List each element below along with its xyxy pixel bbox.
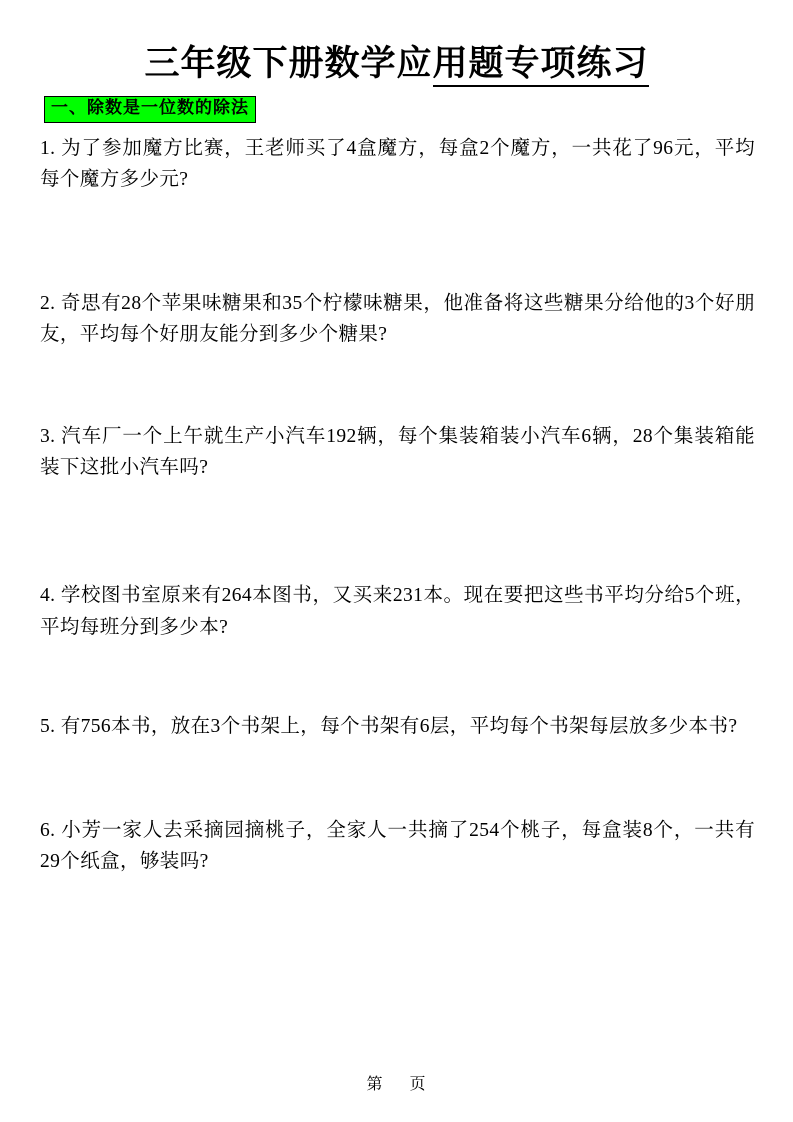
question-item: 3. 汽车厂一个上午就生产小汽车192辆，每个集装箱装小汽车6辆，28个集装箱能装下这批小汽车吗? [40, 425, 755, 479]
page-title-part-2: 用题专项练习 [433, 44, 649, 87]
question-item: 2. 奇思有28个苹果味糖果和35个柠檬味糖果，他准备将这些糖果分给他的3个好朋友，平均每个好朋友能分到多少个糖果? [40, 292, 755, 346]
footer-prefix: 第 [366, 1076, 384, 1093]
question-item: 6. 小芳一家人去采摘园摘桃子，全家人一共摘了254个桃子，每盒装8个，一共有29个纸盒，够装吗? [40, 819, 755, 873]
question-item: 5. 有756本书，放在3个书架上，每个书架有6层，平均每个书架每层放多少本书? [40, 716, 738, 738]
question-item: 4. 学校图书室原来有264本图书，又买来231本。现在要把这些书平均分给5个班，平均每班分到多少本? [40, 584, 755, 638]
footer-suffix: 页 [409, 1076, 427, 1093]
section-heading: 一、除数是一位数的除法 [44, 96, 256, 122]
page-footer [0, 1071, 793, 1094]
question-item: 1. 为了参加魔方比赛，王老师买了4盒魔方，每盒2个魔方，一共花了96元，平均每个魔方多少元? [40, 137, 755, 191]
question-list [34, 133, 759, 878]
page-title [34, 44, 759, 84]
page-title-part-1: 三年级下册数学应 [144, 44, 433, 84]
section-heading-wrap [44, 96, 759, 122]
